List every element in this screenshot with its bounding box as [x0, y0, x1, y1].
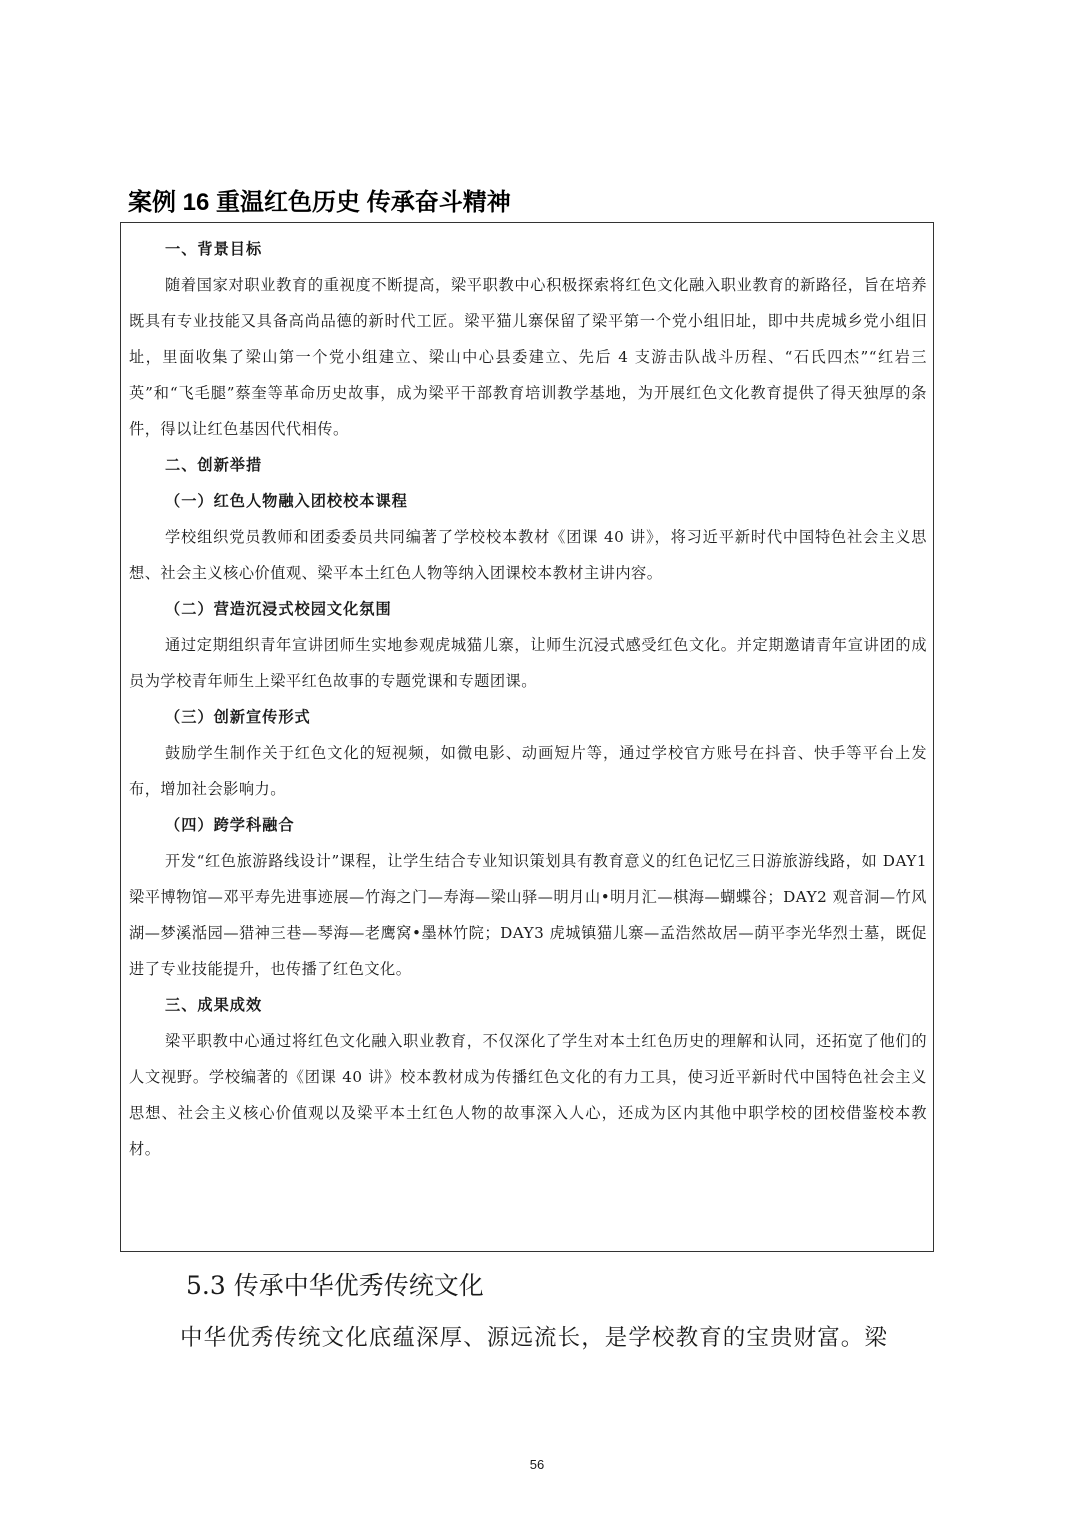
results-paragraph: 梁平职教中心通过将红色文化融入职业教育，不仅深化了学生对本土红色历史的理解和认同，还拓宽了他们的人文视野。学校编著的《团课 40 讲》校本教材成为传播红色文化的有力工具，使习近平新时代中国特色社会主义思想、社会主义核心价值观以及梁平本土红色人物的故事深入人心，还成为区内其他中职学校的团校借鉴校本教材。 — [129, 1032, 927, 1158]
subsection-paragraph-3: 鼓励学生制作关于红色文化的短视频，如微电影、动画短片等，通过学校官方账号在抖音、快手等平台上发布，增加社会影响力。 — [129, 744, 927, 798]
section-heading-measures: 二、创新举措 — [165, 456, 263, 474]
subsection-heading-4: （四）跨学科融合 — [165, 816, 295, 834]
subsection-heading-3: （三）创新宣传形式 — [165, 708, 311, 726]
subsection-heading-2: （二）营造沉浸式校园文化氛围 — [165, 600, 392, 618]
section-heading-results: 三、成果成效 — [165, 996, 263, 1014]
body-paragraph: 中华优秀传统文化底蕴深厚、源远流长，是学校教育的宝贵财富。梁 — [180, 1325, 889, 1351]
subsection-paragraph-1: 学校组织党员教师和团委委员共同编著了学校校本教材《团课 40 讲》，将习近平新时代中国特色社会主义思想、社会主义核心价值观、梁平本土红色人物等纳入团课校本教材主讲内容。 — [129, 528, 927, 582]
subsection-paragraph-4: 开发“红色旅游路线设计”课程，让学生结合专业知识策划具有教育意义的红色记忆三日游旅游线路，如 DAY1 梁平博物馆—邓平寿先进事迹展—竹海之门—寿海—梁山驿—明月山•明月汇—棋海—蝴蝶谷；DAY2 观音洞—竹风湖—梦溪湉园—猎神三巷—琴海—老鹰窝•墨林竹院；DAY3 虎城镇猫儿寨—孟浩然故居—荫平李光华烈士墓，既促进了专业技能提升，也传播了红色文化。 — [129, 852, 927, 978]
case-box — [120, 222, 934, 1252]
subsection-paragraph-2: 通过定期组织青年宣讲团师生实地参观虎城猫儿寨，让师生沉浸式感受红色文化。并定期邀请青年宣讲团的成员为学校青年师生上梁平红色故事的专题党课和专题团课。 — [129, 636, 927, 690]
case-title: 案例 16 重温红色历史 传承奋斗精神 — [128, 189, 511, 216]
background-paragraph: 随着国家对职业教育的重视度不断提高，梁平职教中心积极探索将红色文化融入职业教育的新路径，旨在培养既具有专业技能又具备高尚品德的新时代工匠。梁平猫儿寨保留了梁平第一个党小组旧址，即中共虎城乡党小组旧址，里面收集了梁山第一个党小组建立、梁山中心县委建立、先后 4 支游击队战斗历程、“石氏四杰”“红岩三英”和“飞毛腿”蔡奎等革命历史故事，成为梁平干部教育培训教学基地，为开展红色文化教育提供了得天独厚的条件，得以让红色基因代代相传。 — [129, 276, 927, 438]
page-number: 56 — [529, 1457, 545, 1472]
subsection-heading-1: （一）红色人物融入团校校本课程 — [165, 492, 408, 510]
section-heading: 5.3 传承中华优秀传统文化 — [186, 1271, 484, 1300]
section-heading-background: 一、背景目标 — [165, 240, 263, 258]
